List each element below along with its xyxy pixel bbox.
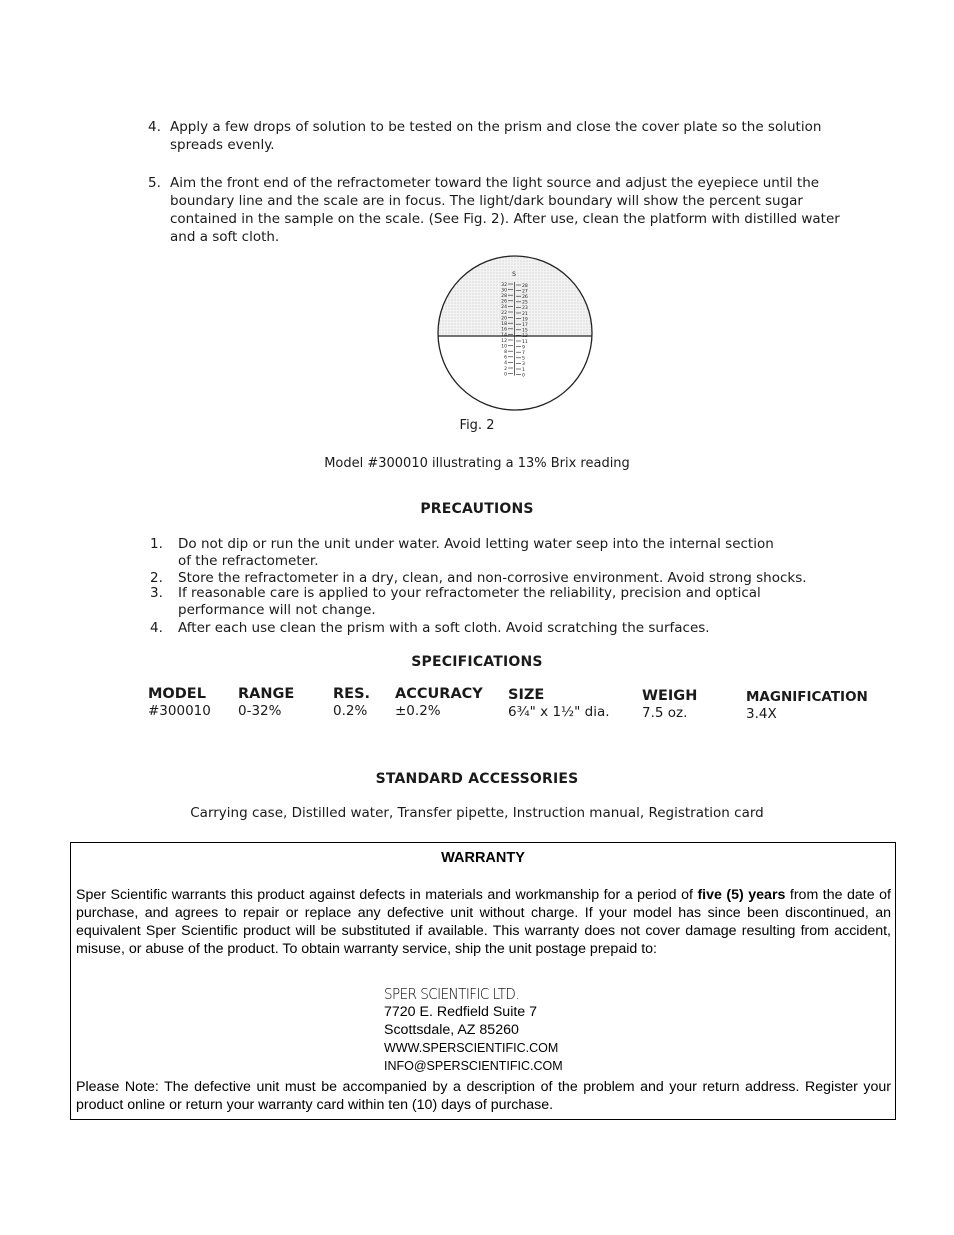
spec-magnification <box>746 689 868 722</box>
figure-description: Model #300010 illustrating a 13% Brix reading <box>324 456 630 471</box>
spec-model <box>148 686 211 719</box>
spec-weight <box>642 688 697 721</box>
scale-tick-label: 30 <box>501 288 507 294</box>
precaution-text: Do not dip or run the unit under water. Avoid letting water seep into the internal section of the refractometer. <box>178 536 774 569</box>
scale-tick-label: 28 <box>522 283 528 289</box>
scale-tick-label: 7 <box>522 351 525 356</box>
scale-tick-label: 26 <box>501 299 507 305</box>
scale-tick-label: 20 <box>501 316 507 322</box>
scale-tick-label: 15 <box>522 328 528 334</box>
step-number: 4. <box>148 119 161 135</box>
scale-tick-label: 28 <box>501 294 507 299</box>
scale-tick-label: 0 <box>504 372 507 378</box>
scale-tick-label: 1 <box>522 367 525 373</box>
scale-tick-label: 25 <box>522 300 528 306</box>
precaution-item <box>150 585 850 619</box>
scale-tick-label: 13 <box>522 334 528 340</box>
scale-tick-label: 14 <box>501 333 507 339</box>
precaution-number: 2. <box>150 570 163 586</box>
step-text: Aim the front end of the refractometer toward the light source and adjust the eyepiece until the boundary line and the scale are in focus. The light/dark boundary will show the percent sugar contained in the sample on the scale. (See Fig. 2). After use, clean the platform with distilled water and a soft cloth. <box>170 175 840 245</box>
scale-tick-label: 18 <box>501 322 507 327</box>
warranty-note: Please Note: The defective unit must be accompanied by a description of the problem and your return address. Register your product online or return your warranty card within ten (10) days of purchase. <box>76 1079 891 1113</box>
scale-tick-label: 12 <box>501 338 507 344</box>
scale-tick-label: 11 <box>522 339 528 345</box>
step-4 <box>148 118 868 154</box>
scale-tick-label: 3 <box>522 362 525 368</box>
warranty-text: from the date of purchase, and agrees to repair or replace any defective unit without charge. If your model has since been discontinued, an equivalent Sper Scientific product will be substituted if available. This warranty does not cover damage resulting from accident, misuse, or abuse of the product. To obtain warranty service, ship the unit postage prepaid to: <box>76 887 891 957</box>
precaution-number: 3. <box>150 585 163 601</box>
spec-range <box>238 686 294 719</box>
spec-header: MODEL <box>148 686 206 702</box>
spec-header: RANGE <box>238 686 295 702</box>
accessories-heading: STANDARD ACCESSORIES <box>375 771 579 787</box>
scale-tick-label: 22 <box>501 310 507 316</box>
scale-tick-label: 16 <box>501 327 507 333</box>
spec-header: MAGNIFICATION <box>746 689 868 705</box>
step-number: 5. <box>148 175 161 191</box>
scale-tick-label: 2 <box>504 366 507 372</box>
spec-value: #300010 <box>148 703 211 719</box>
spec-value: 0.2% <box>333 703 368 719</box>
precaution-number: 4. <box>150 620 163 636</box>
spec-header: SIZE <box>508 687 545 703</box>
spec-header: RES. <box>333 686 371 702</box>
scale-tick-label: 26 <box>522 295 528 300</box>
scale-tick-label: 21 <box>522 311 528 317</box>
warranty-box <box>70 842 896 1120</box>
company-name: SPER SCIENTIFIC LTD. <box>384 985 520 1003</box>
scale-tick-label: 17 <box>522 323 528 328</box>
precaution-text: If reasonable care is applied to your refractometer the reliability, precision and optical performance will not change. <box>178 585 761 618</box>
warranty-text: Sper Scientific warrants this product against defects in materials and workmanship for a period of <box>76 887 698 903</box>
scale-tick-label: 10 <box>501 344 507 350</box>
warranty-title: WARRANTY <box>441 850 525 866</box>
spec-value: 6¾" x 1½" dia. <box>508 704 610 720</box>
scale-tick-label: 6 <box>504 355 507 361</box>
accessories-list: Carrying case, Distilled water, Transfer pipette, Instruction manual, Registration card <box>190 805 764 821</box>
spec-size <box>508 687 610 720</box>
scale-tick-label: 19 <box>522 317 528 323</box>
warranty-address <box>384 985 563 1075</box>
scale-tick-label: 32 <box>501 282 507 288</box>
precaution-text: After each use clean the prism with a soft cloth. Avoid scratching the surfaces. <box>178 620 710 636</box>
spec-header: ACCURACY <box>395 686 483 702</box>
spec-value: 7.5 oz. <box>642 705 688 721</box>
spec-value: 0-32% <box>238 703 282 719</box>
scale-tick-label: 27 <box>522 289 528 295</box>
scale-tick-label: 9 <box>522 345 525 351</box>
specifications-heading: SPECIFICATIONS <box>411 654 543 670</box>
step-5 <box>148 174 868 246</box>
scale-tick-label: 4 <box>504 361 507 367</box>
figure-caption: Fig. 2 <box>459 418 495 433</box>
scale-tick-label: 24 <box>501 305 507 311</box>
precautions-heading: PRECAUTIONS <box>420 501 534 517</box>
spec-value: 3.4X <box>746 706 777 722</box>
website-text: WWW.SPERSCIENTIFIC.COM <box>384 1041 559 1055</box>
refractometer-scale-figure <box>436 254 594 412</box>
spec-header: WEIGH <box>642 688 698 704</box>
address-line-2: Scottsdale, AZ 85260 <box>384 1022 519 1038</box>
precaution-item <box>150 620 850 637</box>
spec-resolution <box>333 686 370 719</box>
precaution-number: 1. <box>150 536 163 552</box>
scale-tick-label: 5 <box>522 356 525 362</box>
step-text: Apply a few drops of solution to be tested on the prism and close the cover plate so the solution spreads evenly. <box>170 119 822 153</box>
warranty-period: five (5) years <box>697 887 786 903</box>
warranty-body <box>76 886 891 958</box>
scale-unit-label: S <box>512 271 516 278</box>
email-text: INFO@SPERSCIENTIFIC.COM <box>384 1059 563 1073</box>
scale-tick-label: 0 <box>522 373 525 379</box>
address-line-1: 7720 E. Redfield Suite 7 <box>384 1004 538 1020</box>
precaution-text: Store the refractometer in a dry, clean, and non-corrosive environment. Avoid strong shocks. <box>178 570 807 586</box>
spec-value: ±0.2% <box>395 703 441 719</box>
spec-accuracy <box>395 686 483 719</box>
precaution-item <box>150 536 850 570</box>
scale-tick-label: 8 <box>504 350 507 355</box>
scale-tick-label: 23 <box>522 306 528 312</box>
